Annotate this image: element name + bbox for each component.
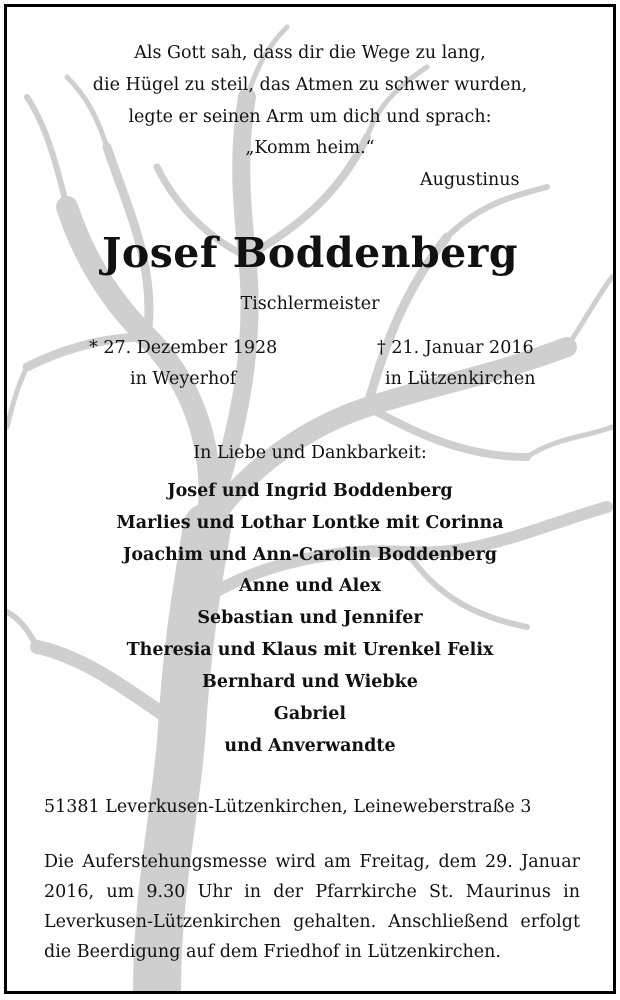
mourner-name: Sebastian und Jennifer	[197, 608, 423, 628]
poem-author: Augustinus	[420, 170, 520, 190]
family-address: 51381 Leverkusen-Lützenkirchen, Leineweberstraße 3	[44, 797, 532, 817]
obituary-frame	[4, 4, 616, 994]
mourner-name: Joachim und Ann-Carolin Boddenberg	[123, 545, 497, 565]
mourner-name: Bernhard und Wiebke	[202, 672, 418, 692]
poem-line: die Hügel zu steil, das Atmen zu schwer wurden,	[92, 75, 528, 95]
poem-line: „Komm heim.“	[245, 138, 375, 158]
mourner-name: Marlies und Lothar Lontke mit Corinna	[116, 513, 504, 533]
death-place: in Lützenkirchen	[385, 369, 536, 389]
funeral-service-text: Die Auferstehungsmesse wird am Freitag, dem 29. Januar 2016, um 9.30 Uhr in der Pfarrkirche St. Maurinus in Leverkusen-Lützenkirchen gehalten. Anschließend erfolgt die Beerdigung auf dem Friedhof in Lützenkirchen.	[44, 852, 580, 962]
mourner-name: Josef und Ingrid Boddenberg	[167, 481, 453, 501]
mourners-intro: In Liebe und Dankbarkeit:	[193, 443, 427, 463]
deceased-name: Josef Boddenberg	[101, 229, 519, 277]
birth-place: in Weyerhof	[130, 369, 237, 389]
death-date: † 21. Januar 2016	[377, 338, 534, 358]
poem-line: legte er seinen Arm um dich und sprach:	[128, 107, 492, 127]
mourner-name: und Anverwandte	[224, 736, 396, 756]
birth-date: * 27. Dezember 1928	[89, 338, 278, 358]
obituary-content	[7, 7, 613, 991]
poem-line: Als Gott sah, dass dir die Wege zu lang,	[134, 43, 486, 63]
mourner-name: Anne und Alex	[239, 576, 381, 596]
mourner-name: Theresia und Klaus mit Urenkel Felix	[126, 640, 494, 660]
deceased-profession: Tischlermeister	[240, 294, 380, 314]
mourner-name: Gabriel	[273, 704, 347, 724]
